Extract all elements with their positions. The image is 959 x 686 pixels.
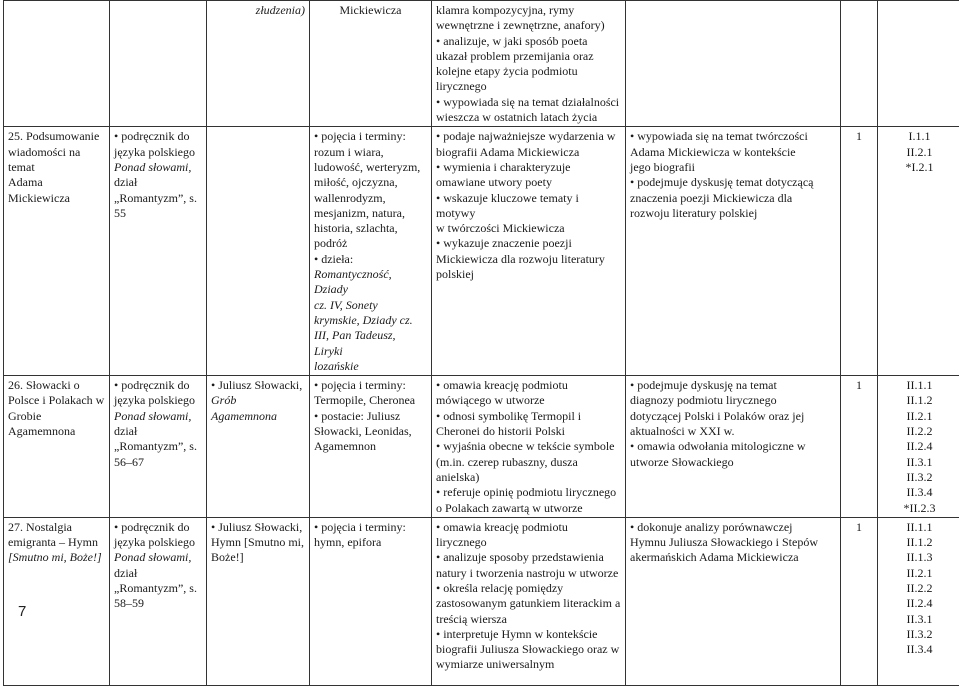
codes-line: II.3.2 xyxy=(884,470,955,485)
lesson-topic-cell xyxy=(4,1,110,127)
codes-line: II.2.2 xyxy=(884,581,955,596)
requirements-extended-cell xyxy=(626,1,841,127)
requirements-extended-line: • podejmuje dyskusję na temat xyxy=(630,378,836,393)
codes-line: II.1.2 xyxy=(884,535,955,550)
requirements-basic-line: • podaje najważniejsze wydarzenia w xyxy=(436,129,621,144)
requirements-basic-line: • omawia kreację podmiotu lirycznego xyxy=(436,520,621,551)
terms-line: miłość, ojczyzna, xyxy=(314,175,427,190)
hours-cell xyxy=(841,1,878,127)
requirements-extended-line: utworze Słowackiego xyxy=(630,455,836,470)
requirements-extended-cell xyxy=(626,376,841,518)
requirements-extended-line: Hymnu Juliusza Słowackiego i Stepów xyxy=(630,535,836,550)
codes-line: II.1.3 xyxy=(884,550,955,565)
texts-cell xyxy=(207,127,310,376)
requirements-basic-line: natury i tworzenia nastroju w utworze xyxy=(436,566,621,581)
handbook-line: „Romantyzm”, s. xyxy=(114,191,202,206)
codes-line: II.2.2 xyxy=(884,424,955,439)
requirements-basic-line: wymiarze uniwersalnym xyxy=(436,657,621,672)
terms-line: III, Pan Tadeusz, Liryki xyxy=(314,328,427,359)
terms-line: podróż xyxy=(314,236,427,251)
requirements-extended-line: • dokonuje analizy porównawczej xyxy=(630,520,836,535)
codes-line: II.1.2 xyxy=(884,393,955,408)
requirements-extended-line: • omawia odwołania mitologiczne w xyxy=(630,439,836,454)
handbook-line: • podręcznik do xyxy=(114,378,202,393)
requirements-basic-cell xyxy=(432,127,626,376)
codes-line: II.2.4 xyxy=(884,439,955,454)
lesson-topic-line: [Smutno mi, Boże!] xyxy=(8,550,105,565)
codes-line: II.2.1 xyxy=(884,145,955,160)
terms-line: Mickiewicza xyxy=(314,3,427,18)
requirements-basic-line: kolejne etapy życia podmiotu xyxy=(436,64,621,79)
terms-line: rozum i wiara, xyxy=(314,145,427,160)
lesson-topic-line: emigranta – Hymn xyxy=(8,535,105,550)
hours-value: 1 xyxy=(845,520,873,535)
hours-value: 1 xyxy=(845,129,873,144)
handbook-cell xyxy=(110,376,207,518)
handbook-line: Ponad słowami, xyxy=(114,550,202,565)
texts-line: Boże!] xyxy=(211,550,305,565)
requirements-extended-line: znaczenia poezji Mickiewicza dla xyxy=(630,191,836,206)
requirements-basic-line: • omawia kreację podmiotu xyxy=(436,378,621,393)
codes-line: *I.2.1 xyxy=(884,160,955,175)
handbook-line: dział xyxy=(114,175,202,190)
requirements-extended-cell xyxy=(626,517,841,685)
hours-cell xyxy=(841,376,878,518)
terms-line: • dzieła: xyxy=(314,252,427,267)
requirements-basic-line: w twórczości Mickiewicza xyxy=(436,221,621,236)
terms-line: • pojęcia i terminy: xyxy=(314,520,427,535)
lesson-topic-line: Grobie Agamemnona xyxy=(8,409,105,440)
codes-line: II.2.1 xyxy=(884,566,955,581)
requirements-basic-line: o Polakach zawartą w utworze xyxy=(436,501,621,516)
requirements-basic-cell xyxy=(432,376,626,518)
requirements-basic-line: ukazał problem przemijania oraz xyxy=(436,49,621,64)
terms-line: lozańskie xyxy=(314,359,427,374)
codes-cell xyxy=(878,127,959,376)
lesson-topic-line: 27. Nostalgia xyxy=(8,520,105,535)
handbook-line: Ponad słowami, xyxy=(114,409,202,424)
lesson-topic-cell xyxy=(4,127,110,376)
handbook-line: „Romantyzm”, s. xyxy=(114,439,202,454)
requirements-basic-line: Mickiewicza dla rozwoju literatury xyxy=(436,252,621,267)
terms-cell xyxy=(310,127,432,376)
requirements-basic-line: wieszcza w ostatnich latach życia xyxy=(436,110,621,125)
requirements-basic-line: • odnosi symbolikę Termopil i xyxy=(436,409,621,424)
requirements-basic-line: • wypowiada się na temat działalności xyxy=(436,95,621,110)
hours-cell xyxy=(841,517,878,685)
terms-cell xyxy=(310,517,432,685)
texts-cell xyxy=(207,1,310,127)
requirements-basic-line: wewnętrzne i zewnętrzne, anafory) xyxy=(436,18,621,33)
lesson-topic-cell xyxy=(4,517,110,685)
terms-line: historia, szlachta, xyxy=(314,221,427,236)
requirements-basic-line: • wymienia i charakteryzuje xyxy=(436,160,621,175)
table-row xyxy=(4,376,959,518)
requirements-extended-cell xyxy=(626,127,841,376)
codes-line: II.3.1 xyxy=(884,455,955,470)
codes-cell xyxy=(878,1,959,127)
table-row xyxy=(4,1,959,127)
curriculum-table xyxy=(3,0,959,686)
codes-line: I.1.1 xyxy=(884,129,955,144)
codes-line: II.3.1 xyxy=(884,612,955,627)
handbook-line: • podręcznik do xyxy=(114,129,202,144)
requirements-extended-line: diagnozy podmiotu lirycznego xyxy=(630,393,836,408)
requirements-basic-line: polskiej xyxy=(436,267,621,282)
terms-line: Termopile, Cheronea xyxy=(314,393,427,408)
terms-line: • pojęcia i terminy: xyxy=(314,129,427,144)
requirements-basic-line: klamra kompozycyjna, rymy xyxy=(436,3,621,18)
handbook-line: „Romantyzm”, s. xyxy=(114,581,202,596)
handbook-line: Ponad słowami, xyxy=(114,160,202,175)
requirements-basic-line: biografii Adama Mickiewicza xyxy=(436,145,621,160)
requirements-basic-line: • analizuje, w jaki sposób poeta xyxy=(436,34,621,49)
page-number: 7 xyxy=(18,603,26,620)
codes-cell xyxy=(878,376,959,518)
terms-line: Słowacki, Leonidas, xyxy=(314,424,427,439)
terms-line: krymskie, Dziady cz. xyxy=(314,313,427,328)
texts-line: Grób Agamemnona xyxy=(211,393,305,424)
requirements-basic-line: anielska) xyxy=(436,470,621,485)
handbook-line: języka polskiego xyxy=(114,393,202,408)
requirements-basic-line: biografii Juliusza Słowackiego oraz w xyxy=(436,642,621,657)
requirements-basic-line: • wskazuje kluczowe tematy i motywy xyxy=(436,191,621,222)
handbook-line: 56–67 xyxy=(114,455,202,470)
requirements-basic-line: zastosowanym gatunkiem literackim a xyxy=(436,596,621,611)
requirements-extended-line: rozwoju literatury polskiej xyxy=(630,206,836,221)
requirements-basic-line: Cheronei do historii Polski xyxy=(436,424,621,439)
handbook-line: języka polskiego xyxy=(114,145,202,160)
handbook-line: dział xyxy=(114,424,202,439)
lesson-topic-line: 26. Słowacki o xyxy=(8,378,105,393)
handbook-cell xyxy=(110,127,207,376)
requirements-extended-line: dotyczącej Polski i Polaków oraz jej xyxy=(630,409,836,424)
requirements-basic-line: • wykazuje znaczenie poezji xyxy=(436,236,621,251)
texts-line: • Juliusz Słowacki, xyxy=(211,520,305,535)
codes-line: II.3.4 xyxy=(884,642,955,657)
terms-cell xyxy=(310,1,432,127)
requirements-basic-line: lirycznego xyxy=(436,79,621,94)
codes-line: II.3.4 xyxy=(884,485,955,500)
requirements-extended-line: aktualności w XXI w. xyxy=(630,424,836,439)
requirements-basic-line: • referuje opinię podmiotu lirycznego xyxy=(436,485,621,500)
requirements-basic-line: • określa relację pomiędzy xyxy=(436,581,621,596)
terms-line: ludowość, werteryzm, xyxy=(314,160,427,175)
terms-line: hymn, epifora xyxy=(314,535,427,550)
lesson-topic-line: Adama Mickiewicza xyxy=(8,175,105,206)
table-row xyxy=(4,517,959,685)
requirements-basic-line: • wyjaśnia obecne w tekście symbole xyxy=(436,439,621,454)
codes-line: II.2.1 xyxy=(884,409,955,424)
handbook-line: 55 xyxy=(114,206,202,221)
requirements-extended-line: jego biografii xyxy=(630,160,836,175)
hours-value: 1 xyxy=(845,378,873,393)
handbook-line: • podręcznik do xyxy=(114,520,202,535)
texts-line: Hymn [Smutno mi, xyxy=(211,535,305,550)
lesson-topic-line: wiadomości na temat xyxy=(8,145,105,176)
terms-line: cz. IV, Sonety xyxy=(314,298,427,313)
handbook-line: 58–59 xyxy=(114,596,202,611)
requirements-basic-line: (m.in. czerep rubaszny, dusza xyxy=(436,455,621,470)
handbook-cell xyxy=(110,1,207,127)
requirements-extended-line: Adama Mickiewicza w kontekście xyxy=(630,145,836,160)
requirements-basic-line: • interpretuje Hymn w kontekście xyxy=(436,627,621,642)
table-row xyxy=(4,127,959,376)
codes-cell xyxy=(878,517,959,685)
requirements-extended-line: • podejmuje dyskusję temat dotyczącą xyxy=(630,175,836,190)
texts-cell xyxy=(207,517,310,685)
codes-line: II.1.1 xyxy=(884,520,955,535)
requirements-extended-line: • wypowiada się na temat twórczości xyxy=(630,129,836,144)
texts-line: złudzenia) xyxy=(211,3,305,18)
terms-line: wallenrodyzm, xyxy=(314,191,427,206)
terms-line: • postacie: Juliusz xyxy=(314,409,427,424)
requirements-basic-line: omawiane utwory poety xyxy=(436,175,621,190)
texts-line: • Juliusz Słowacki, xyxy=(211,378,305,393)
handbook-line: dział xyxy=(114,566,202,581)
requirements-basic-cell xyxy=(432,1,626,127)
terms-cell xyxy=(310,376,432,518)
requirements-extended-line: akermańskich Adama Mickiewicza xyxy=(630,550,836,565)
requirements-basic-line: mówiącego w utworze xyxy=(436,393,621,408)
handbook-cell xyxy=(110,517,207,685)
texts-cell xyxy=(207,376,310,518)
terms-line: Agamemnon xyxy=(314,439,427,454)
codes-line: II.3.2 xyxy=(884,627,955,642)
requirements-basic-line: treścią wiersza xyxy=(436,612,621,627)
codes-line: II.2.4 xyxy=(884,596,955,611)
lesson-topic-line: Polsce i Polakach w xyxy=(8,393,105,408)
lesson-topic-cell xyxy=(4,376,110,518)
requirements-basic-cell xyxy=(432,517,626,685)
handbook-line: języka polskiego xyxy=(114,535,202,550)
hours-cell xyxy=(841,127,878,376)
terms-line: Romantyczność, Dziady xyxy=(314,267,427,298)
terms-line: • pojęcia i terminy: xyxy=(314,378,427,393)
requirements-basic-line: • analizuje sposoby przedstawienia xyxy=(436,550,621,565)
lesson-topic-line: 25. Podsumowanie xyxy=(8,129,105,144)
codes-line: II.1.1 xyxy=(884,378,955,393)
codes-line: *II.2.3 xyxy=(884,501,955,516)
terms-line: mesjanizm, natura, xyxy=(314,206,427,221)
